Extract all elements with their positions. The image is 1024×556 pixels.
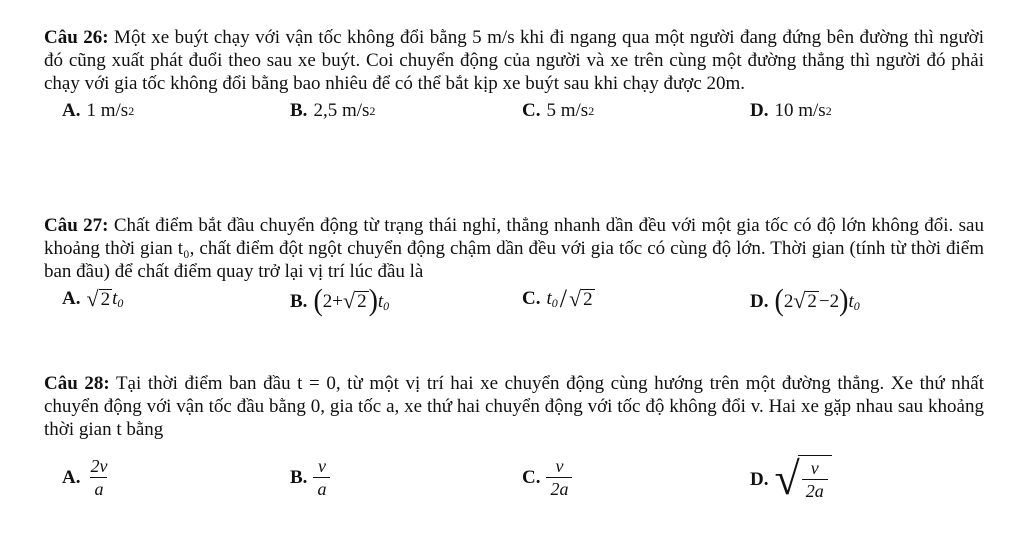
answer-26-b[interactable]: B. 2,5 m/s 2 [290,100,376,121]
answer-label: D. [750,100,769,121]
sqrt-expression: √ 2 [793,288,817,313]
answer-label: D. [750,468,769,490]
sqrt-expression: √ 2 [86,285,111,311]
question-28-body: Tại thời điểm ban đầu t = 0, từ một vị trí hai xe chuyển động cùng hướng trên một đường thẳng. Xe thứ nhất chuyển động với vận tốc đầu bằng 0, gia tốc a, xe thứ hai chuyển động với tốc độ không đổi v. Hai xe gặp nhau sau khoảng thời gian t bằng [44,373,984,440]
question-27 [44,214,984,317]
fraction: $\frac{2v}{a}$ [90,456,108,499]
answer-label: A. [62,467,81,488]
answer-value: 2,5 m/s [313,100,370,121]
fraction: $\frac{v}{2a}$ [546,455,572,500]
question-26-label: Câu 26: [44,27,109,48]
question-28-label: Câu 28: [44,373,110,394]
sqrt-expression: √ $\frac{v}{2a}$ [774,455,831,503]
answer-26-c[interactable]: C. 5 m/s 2 [522,100,595,121]
answer-27-b[interactable]: B. ( 2 + √ 2 ) t 0 [290,283,390,318]
answer-28-b[interactable] [290,455,330,500]
answer-value: 10 m/s [774,100,826,121]
answer-28-d[interactable] [750,455,832,503]
answer-value: 5 m/s [546,100,589,121]
answer-28-a[interactable] [62,455,111,500]
question-28 [44,372,984,511]
answer-27-d[interactable]: D. ( 2 √ 2 − 2 ) t 0 [750,283,860,318]
sqrt-expression: √ 2 [342,288,367,313]
question-26-answers [44,99,984,129]
answer-label: C. [522,100,541,121]
answer-27-c[interactable]: C. t 0 / √ 2 [522,284,593,313]
answer-label: B. [290,100,308,121]
answer-label: A. [62,288,81,309]
question-26-text [44,26,984,95]
question-27-text [44,214,984,283]
question-27-answers [44,283,984,318]
sqrt-expression: √ 2 [569,285,593,311]
answer-27-a[interactable]: A. √ 2 t 0 [62,285,124,311]
question-28-text [44,372,984,441]
answer-26-a[interactable]: A. 1 m/s 2 [62,100,135,121]
fraction: $\frac{v}{a}$ [313,455,330,500]
fraction: $\frac{v}{2a}$ [802,457,828,502]
answer-value: 1 m/s [86,100,129,121]
answer-label: B. [290,290,308,312]
question-26-body: Một xe buýt chạy với vận tốc không đổi bằng 5 m/s khi đi ngang qua một người đang đứng bên đường thì người đó cũng xuất phát đuổi theo sau xe buýt. Coi chuyển động của người và xe trên cùng một đường thẳng thì người đó phải chạy với gia tốc không đổi bằng bao nhiêu để có thể bắt kịp xe buýt sau khi chạy được 20m. [44,27,984,94]
question-27-label: Câu 27: [44,215,109,236]
question-28-answers [44,455,984,511]
answer-label: D. [750,290,769,312]
answer-label: C. [522,288,541,309]
answer-26-d[interactable]: D. 10 m/s 2 [750,100,832,121]
answer-label: C. [522,467,541,488]
question-27-body: Chất điểm bắt đầu chuyển động từ trạng thái nghỉ, thẳng nhanh dần đều với một gia tốc có độ lớn không đổi. sau khoảng thời gian t₀, chất điểm đột ngột chuyển động chậm dần đều với gia tốc có cùng độ lớn. Thời gian (tính từ thời điểm ban đầu) để chất điểm quay trở lại vị trí lúc đầu là [44,215,984,282]
answer-28-c[interactable] [522,455,572,500]
answer-label: B. [290,467,308,488]
question-26 [44,26,984,129]
answer-label: A. [62,100,81,121]
